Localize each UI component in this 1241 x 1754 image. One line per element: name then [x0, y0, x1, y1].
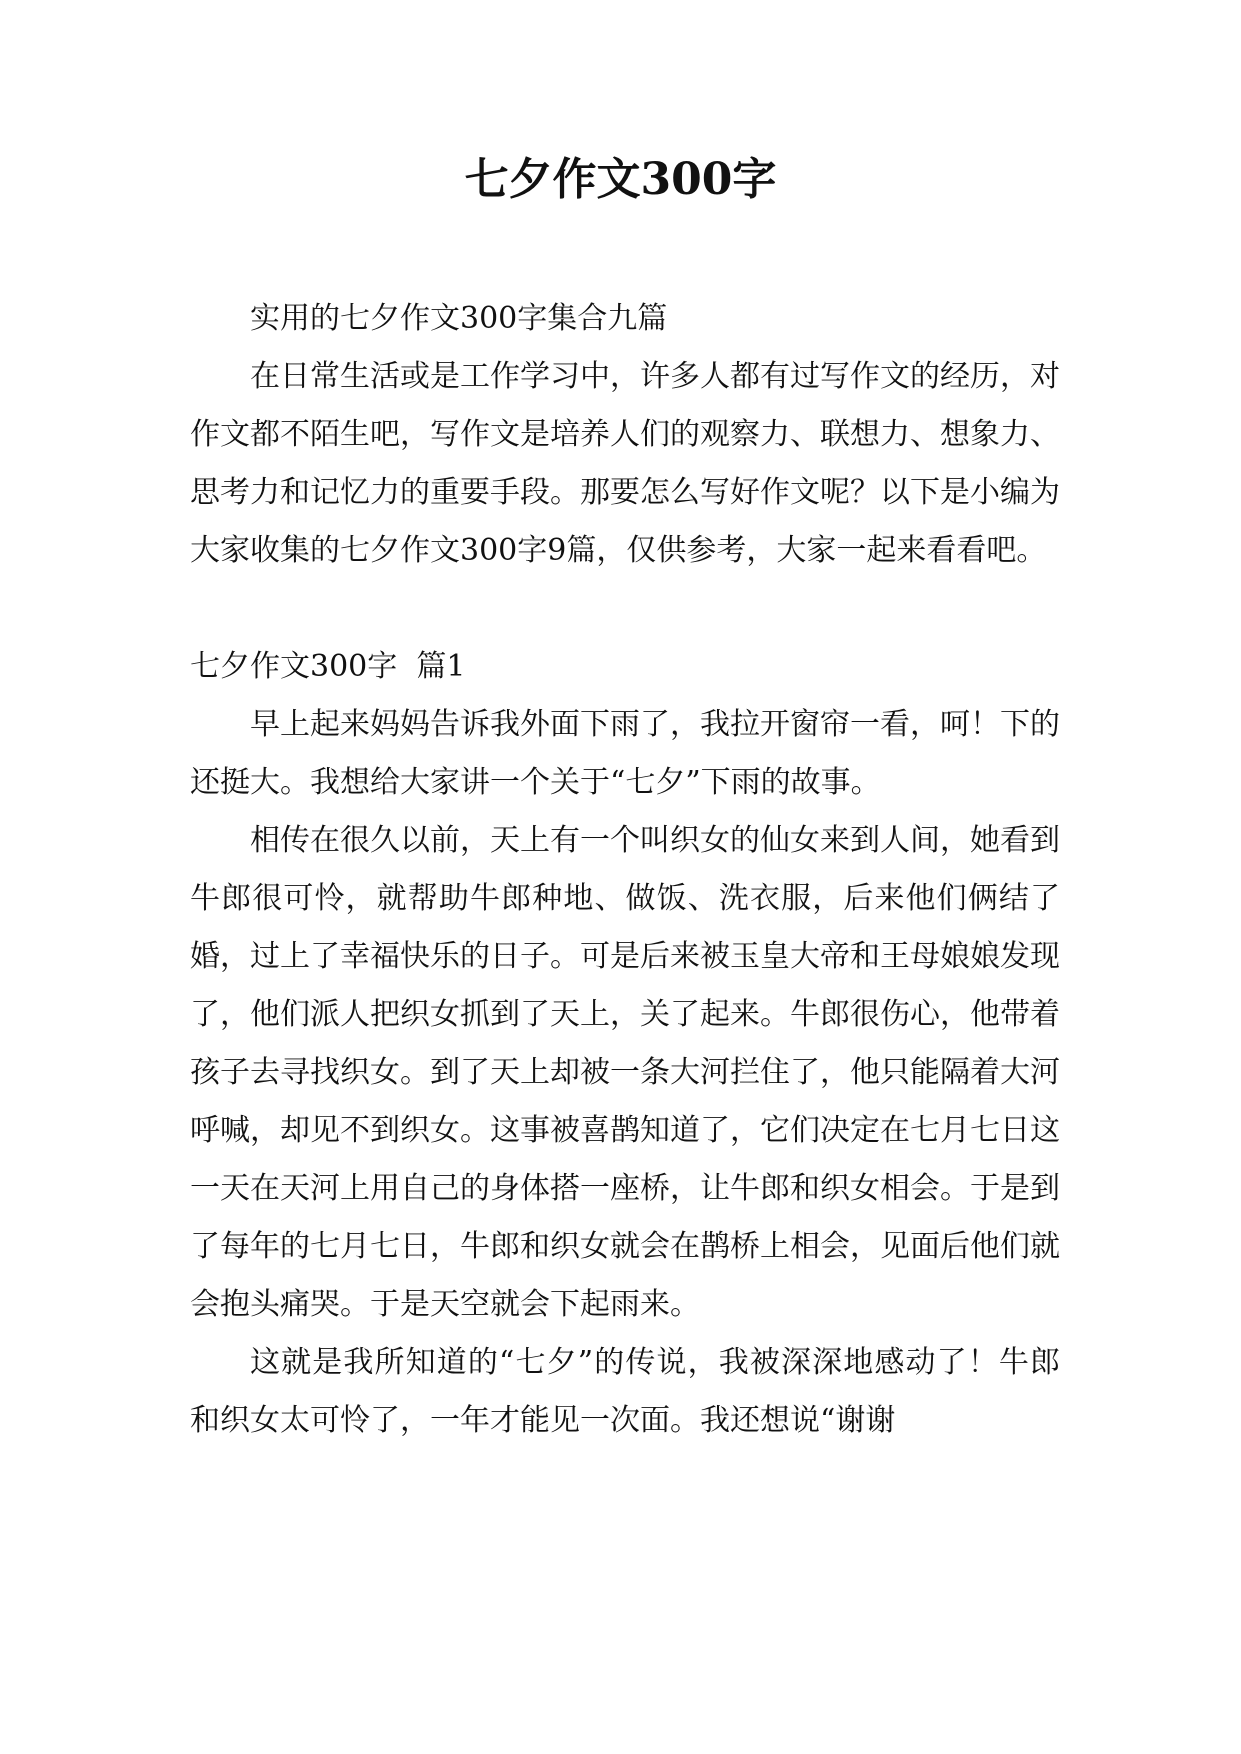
- intro-paragraph: 在日常生活或是工作学习中，许多人都有过写作文的经历，对作文都不陌生吧，写作文是培养人们的观察力、联想力、想象力、思考力和记忆力的重要手段。那要怎么写好作文呢？以下是小编为大家收集的七夕作文300字9篇，仅供参考，大家一起来看看吧。: [190, 359, 1060, 568]
- section-heading: 七夕作文300字 篇1: [190, 649, 466, 684]
- story-paragraph: 这就是我所知道的“七夕”的传说，我被深深地感动了！牛郎和织女太可怜了，一年才能见一次面。我还想说“谢谢: [190, 1345, 1060, 1438]
- story-paragraph: 相传在很久以前，天上有一个叫织女的仙女来到人间，她看到牛郎很可怜，就帮助牛郎种地、做饭、洗衣服，后来他们俩结了婚，过上了幸福快乐的日子。可是后来被玉皇大帝和王母娘娘发现了，他们派人把织女抓到了天上，关了起来。牛郎很伤心，他带着孩子去寻找织女。到了天上却被一条大河拦住了，他只能隔着大河呼喊，却见不到织女。这事被喜鹊知道了，它们决定在七月七日这一天在天河上用自己的身体搭一座桥，让牛郎和织女相会。于是到了每年的七月七日，牛郎和织女就会在鹊桥上相会，见面后他们就会抱头痛哭。于是天空就会下起雨来。: [190, 823, 1060, 1322]
- story-paragraph: 早上起来妈妈告诉我外面下雨了，我拉开窗帘一看，呵！下的还挺大。我想给大家讲一个关于“七夕”下雨的故事。: [190, 707, 1060, 800]
- page-title: 七夕作文300字: [464, 154, 777, 205]
- document-body: [190, 290, 1060, 1450]
- document-subtitle: 实用的七夕作文300字集合九篇: [250, 301, 668, 336]
